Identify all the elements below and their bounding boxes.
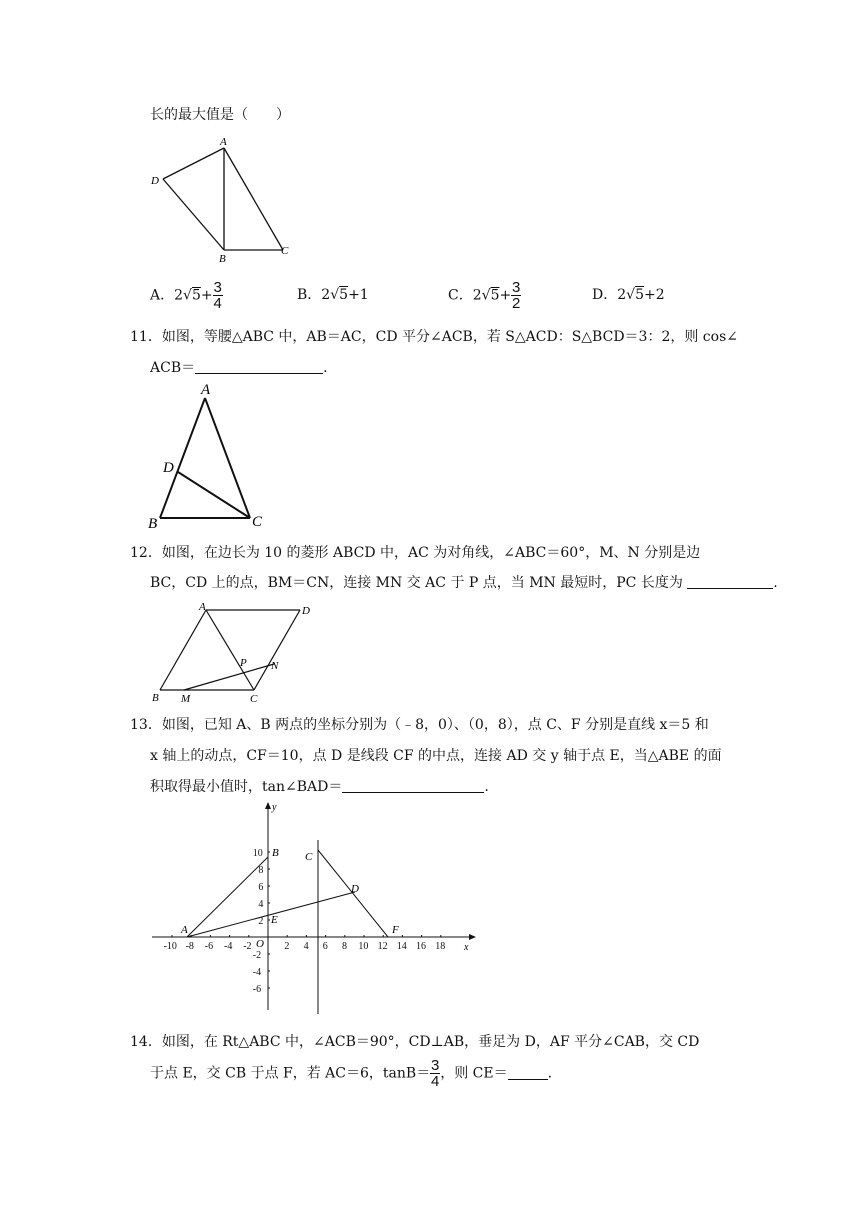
q10-figure (148, 134, 298, 264)
q13-label-e: E (271, 914, 278, 926)
q12-line2-text: BC，CD 上的点，BM＝CN，连接 MN 交 AC 于 P 点，当 MN 最短时，PC 长度为 (150, 575, 683, 591)
x-tick-label: -8 (185, 941, 194, 952)
frac-den: 4 (431, 1073, 440, 1090)
answer-blank[interactable] (342, 778, 484, 793)
q13-label-d: D (351, 883, 359, 895)
option-label: B． (297, 287, 322, 303)
q13-label-f: F (392, 924, 399, 936)
q10-text: 长的最大值是（ ） (150, 107, 290, 123)
q12-line1: 12．如图，在边长为 10 的菱形 ABCD 中，AC 为对角线，∠ABC＝60°，M、N 分别是边 (130, 545, 701, 561)
frac-den: 4 (213, 295, 222, 312)
q10-option-a[interactable]: A．2√5+ $\frac{3}{4}$ (150, 279, 222, 312)
option-op: +1 (348, 287, 369, 303)
x-tick-label: -2 (243, 941, 252, 952)
q12-label-d: D (302, 605, 310, 617)
q13-line3-text: 积取得最小值时，tan∠BAD＝ (150, 779, 343, 795)
q12-label-n: N (271, 660, 279, 672)
option-op: + (499, 287, 512, 304)
q12-line2 (150, 572, 778, 592)
q11-label-d: D (163, 460, 174, 476)
x-axis-label: x (464, 942, 469, 953)
x-tick-label: -10 (163, 941, 177, 952)
q13-label-a: A (181, 924, 188, 936)
q11-line2-end: . (323, 360, 328, 376)
y-tick-label: -2 (252, 950, 262, 961)
x-tick-label: 14 (396, 941, 407, 952)
y-tick-label: 10 (252, 848, 263, 859)
q13-line3 (150, 776, 489, 796)
option-label: C． (448, 287, 473, 304)
x-tick-label: 6 (322, 941, 328, 952)
q12-label-a: A (199, 601, 206, 613)
x-tick-label: -4 (224, 941, 233, 952)
q13-coordinate-figure (148, 798, 488, 1018)
q13-label-c: C (305, 851, 313, 863)
x-tick-label: 12 (377, 941, 388, 952)
q12-label-c: C (250, 693, 258, 705)
option-radicand: 5 (490, 287, 500, 304)
q11-label-b: B (148, 516, 158, 530)
option-op: + (200, 287, 213, 304)
y-tick-label: -6 (252, 984, 262, 995)
option-coef: 2 (617, 287, 627, 303)
q14-line2-end: . (547, 1065, 553, 1082)
q11-line2-text: ACB＝ (150, 360, 196, 376)
q12-label-b: B (152, 692, 159, 704)
q13-line1: 13．如图，已知 A、B 两点的坐标分别为（﹣8，0）、（0，8），点 C、F 分别是直线 x＝5 和 (130, 717, 709, 733)
option-label: A． (150, 287, 175, 304)
q14-line2-text-b: ，则 CE＝ (440, 1065, 508, 1082)
q11-figure (144, 380, 274, 530)
option-fraction (511, 280, 521, 311)
y-axis-label: y (272, 802, 277, 813)
x-tick-label: 18 (435, 941, 446, 952)
q13-line3-end: . (484, 779, 489, 795)
q11-line2 (150, 357, 328, 377)
q10-label-a: A (220, 136, 227, 148)
y-tick-label: 2 (258, 916, 264, 927)
frac-num: 3 (431, 1057, 440, 1074)
option-op: +2 (644, 287, 665, 303)
y-tick-label: 8 (258, 865, 264, 876)
y-tick-label: -4 (252, 967, 262, 978)
tanb-fraction (430, 1058, 440, 1089)
x-tick-label: 2 (284, 941, 290, 952)
q12-label-p: P (240, 657, 247, 669)
q10-option-c[interactable]: C．2√5+ $\frac{3}{2}$ (448, 279, 521, 312)
frac-num: 3 (213, 279, 222, 296)
x-tick-label: 16 (416, 941, 426, 952)
q12-figure (148, 598, 318, 708)
q14-line1: 14．如图，在 Rt△ABC 中，∠ACB＝90°，CD⊥AB，垂足为 D，AF 平分∠CAB，交 CD (130, 1034, 700, 1050)
x-tick-label: 8 (342, 941, 347, 952)
q13-line2: x 轴上的动点，CF＝10，点 D 是线段 CF 的中点，连接 AD 交 y 轴于点 E，当△ABE 的面 (150, 748, 722, 764)
y-tick-label: 4 (258, 899, 264, 910)
option-label: D． (592, 287, 618, 303)
frac-den: 2 (512, 295, 521, 312)
x-tick-label: 4 (303, 941, 309, 952)
q12-line2-end: . (773, 575, 778, 591)
option-coef: 2 (321, 287, 331, 303)
q10-label-b: B (219, 253, 226, 264)
origin-label: O (256, 938, 264, 950)
q10-option-b[interactable]: B．2√5+1 (297, 287, 369, 303)
q10-label-c: C (281, 245, 289, 257)
q12-label-m: M (181, 693, 191, 705)
answer-blank[interactable] (508, 1065, 548, 1080)
answer-blank[interactable] (687, 574, 773, 589)
option-coef: 2 (174, 287, 184, 304)
option-coef: 2 (472, 287, 482, 304)
option-radicand: 5 (635, 287, 644, 303)
q14-line2-text-a: 于点 E，交 CB 于点 F，若 AC＝6，tanB＝ (150, 1065, 431, 1082)
answer-blank[interactable] (195, 359, 323, 374)
q13-label-b: B (272, 847, 279, 859)
q11-line1: 11．如图，等腰△ABC 中，AB＝AC，CD 平分∠ACB，若 S△ACD：S△BCD＝3：2，则 cos∠ (130, 329, 738, 345)
q10-option-d[interactable]: D．2√5+2 (592, 287, 665, 303)
option-radicand: 5 (339, 287, 349, 303)
q10-label-d: D (151, 175, 159, 187)
x-tick-label: -6 (204, 941, 214, 952)
option-fraction (213, 280, 223, 311)
q11-label-c: C (252, 514, 263, 530)
q14-line2 (150, 1058, 552, 1089)
y-tick-label: 6 (258, 882, 264, 893)
frac-num: 3 (512, 279, 521, 296)
option-radicand: 5 (191, 287, 201, 304)
q11-label-a: A (201, 382, 211, 398)
x-tick-label: 10 (358, 941, 369, 952)
